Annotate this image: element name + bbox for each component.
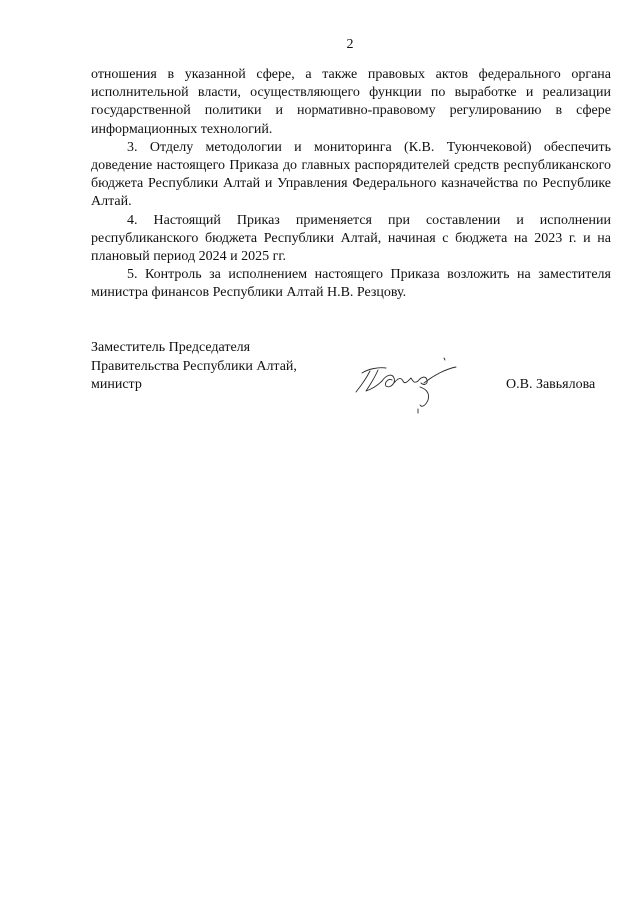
document-body (91, 66, 611, 303)
signatory-position (91, 339, 351, 395)
handwritten-signature (348, 345, 468, 415)
paragraph-item-4: 4. Настоящий Приказ применяется при составлении и исполнении республиканского бюджета Республики Алтай, начиная с бюджета на 2023 г. и на плановый период 2024 и 2025 гг. (91, 212, 611, 265)
signatory-name: О.В. Завьялова (506, 377, 596, 392)
signatory-position-line: министр (91, 377, 142, 392)
signatory-position-line: Правительства Республики Алтай, (91, 358, 297, 374)
signature-block (91, 339, 611, 419)
page-number: 2 (346, 37, 354, 52)
paragraph-continuation: отношения в указанной сфере, а также правовых актов федерального органа исполнительной власти, осуществляющего функции по выработке и реализации государственной политики и нормативно-правовому регулированию в сфере информационных технологий. (91, 67, 611, 137)
paragraph-item-5: 5. Контроль за исполнением настоящего Приказа возложить на заместителя министра финансов Республики Алтай Н.В. Резцову. (91, 267, 611, 301)
signatory-position-line: Заместитель Председателя (91, 340, 251, 355)
paragraph-item-3: 3. Отделу методологии и мониторинга (К.В. Туюнчековой) обеспечить доведение настоящего Приказа до главных распорядителей средств республиканского бюджета Республики Алтай и Управления Федерального казначейства по Республике Алтай. (91, 139, 611, 210)
